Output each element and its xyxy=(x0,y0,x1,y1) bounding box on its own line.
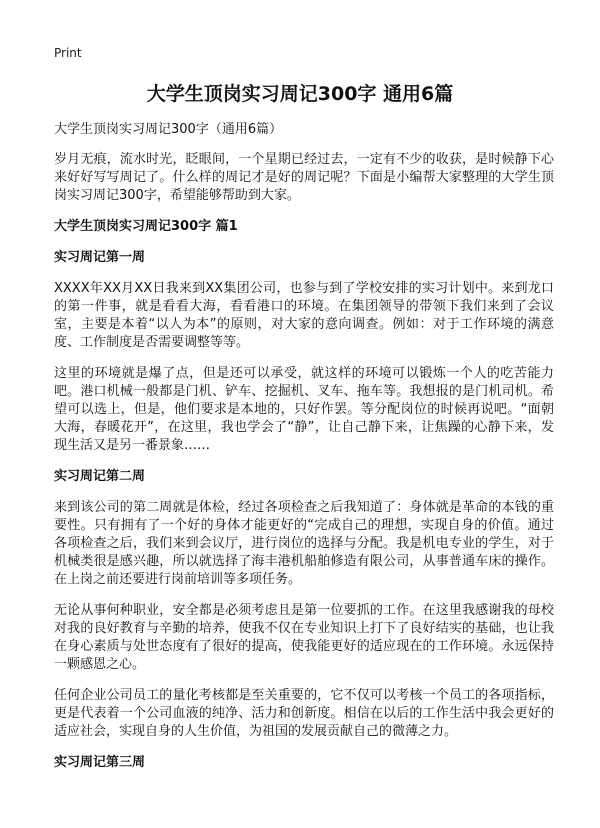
print-label: Print xyxy=(54,46,82,60)
part-heading: 大学生顶岗实习周记300字 篇1 xyxy=(54,219,238,234)
week1-paragraph-1: XXXX年XX月XX日我来到XX集团公司，也参与到了学校安排的实习计划中。来到龙口的第一件事，就是看看大海，看看港口的环境。在集团领导的带领下我们来到了会议室，主要是本着“以人为本”的原则，对大家的意向调查。例如：对于工作环境的满意度、工作制度是否需要调整等等。 xyxy=(54,281,554,350)
week2-paragraph-2: 无论从事何种职业，安全都是必须考虑且是第一位要抓的工作。在这里我感谢我的母校对我的良好教育与辛勤的培养，使我不仅在专业知识上打下了良好结实的基础，也让我在身心素质与处世态度有了很好的提高，使我能更好的适应现在的工作环境。永远保持一颗感恩之心。 xyxy=(54,603,554,672)
week3-heading: 实习周记第三周 xyxy=(54,755,146,770)
week1-paragraph-2: 这里的环境就是爆了点，但是还可以承受，就这样的环境可以锻炼一个人的吃苦能力吧。港口机械一般都是门机、铲车、挖掘机、叉车、拖车等。我想报的是门机司机。希望可以选上，但是，他们要求是本地的，只好作罢。等分配岗位的时候再说吧。“面朝大海，春暖花开”，在这里，我也学会了“静”，让自己静下来，让焦躁的心静下来，发现生活又是另一番景象…… xyxy=(54,366,554,453)
article-body xyxy=(54,121,554,785)
page-title: 大学生顶岗实习周记300字 通用6篇 xyxy=(146,83,454,105)
week2-paragraph-1: 来到该公司的第二周就是体检，经过各项检查之后我知道了：身体就是革命的本钱的重要性。只有拥有了一个好的身体才能更好的“完成自己的理想，实现自身的价值。通过各项检查之后，我们来到会议厅，进行岗位的选择与分配。我是机电专业的学生，对于机械类很是感兴趣，所以就选择了海丰港机船舶修造有限公司，从事普通车床的操作。在上岗之前还要进行岗前培训等多项任务。 xyxy=(54,500,554,587)
week2-heading: 实习周记第二周 xyxy=(54,469,146,484)
week2-paragraph-3: 任何企业公司员工的量化考核都是至关重要的，它不仅可以考核一个员工的各项指标，更是代表着一个公司血液的纯净、活力和创新度。相信在以后的工作生活中我会更好的适应社会，实现自身的人生价值，为祖国的发展贡献自己的微薄之力。 xyxy=(54,688,554,739)
article-subtitle: 大学生顶岗实习周记300字（通用6篇） xyxy=(54,122,283,137)
intro-paragraph: 岁月无痕，流水时光，眨眼间，一个星期已经过去，一定有不少的收获，是时候静下心来好好写写周记了。什么样的周记才是好的周记呢？下面是小编帮大家整理的大学生顶岗实习周记300字，希望能够帮助到大家。 xyxy=(54,152,554,203)
week1-heading: 实习周记第一周 xyxy=(54,250,146,265)
